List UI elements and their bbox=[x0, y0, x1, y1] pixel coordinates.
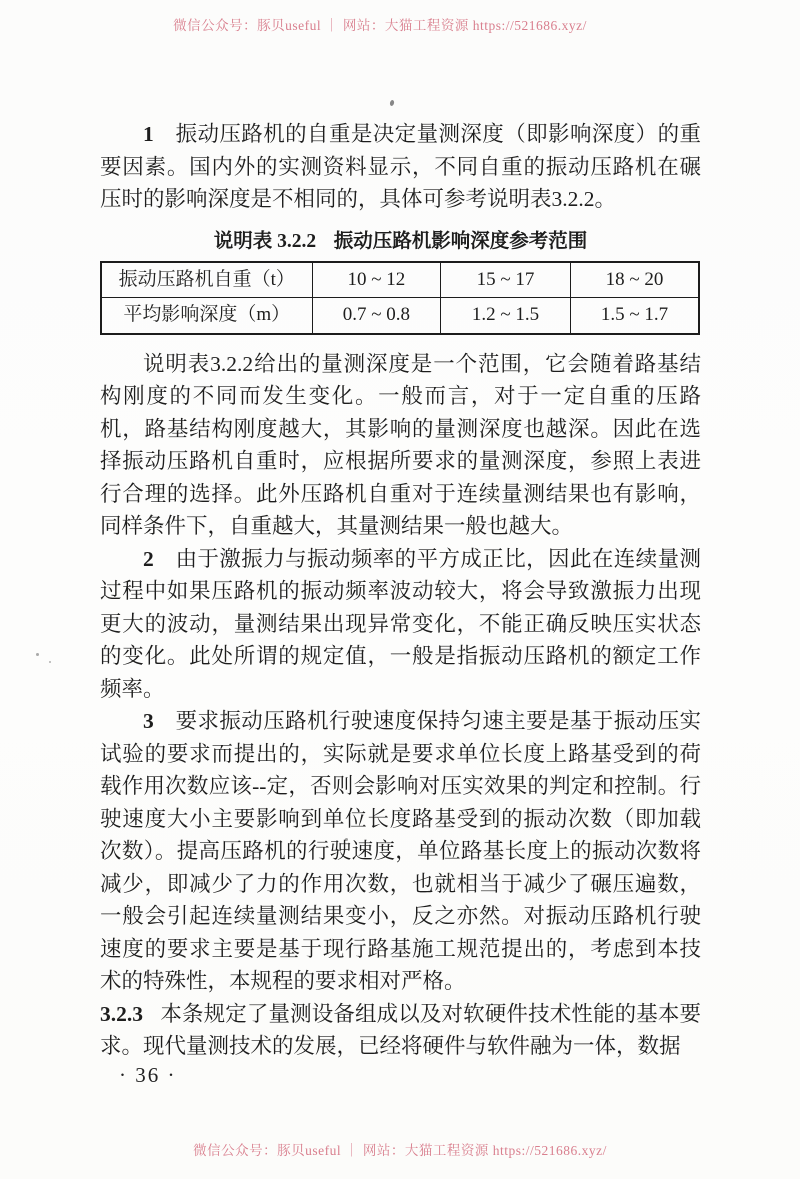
table-cell: 18 ~ 20 bbox=[570, 262, 699, 298]
item-number-2: 2 bbox=[143, 546, 155, 571]
paragraph-text: 振动压路机的自重是决定量测深度（即影响深度）的重要因素。国内外的实测资料显示，不同自重的振动压路机在碾压时的影响深度是不相同的，具体可参考说明表3.2.2。 bbox=[100, 122, 701, 211]
table-cell: 1.5 ~ 1.7 bbox=[570, 298, 699, 334]
table-row-label: 振动压路机自重（t） bbox=[101, 262, 312, 298]
page-number: · 36 · bbox=[119, 1063, 177, 1087]
table-cell: 15 ~ 17 bbox=[441, 262, 571, 298]
scan-speck bbox=[49, 661, 51, 663]
paragraph-item-1 bbox=[100, 118, 701, 216]
paragraph-item-4 bbox=[100, 705, 701, 998]
paragraph-text: 要求振动压路机行驶速度保持匀速主要是基于振动压实试验的要求而提出的，实际就是要求单位长度上路基受到的荷载作用次数应该--定，否则会影响对压实效果的判定和控制。行驶速度大小主要影响到单位长度路基受到的振动次数（即加载次数）。提高压路机的行驶速度，单位路基长度上的振动次数将减少，即减少了力的作用次数，也就相当于减少了碾压遍数，一般会引起连续量测结果变小，反之亦然。对振动压路机行驶速度的要求主要是基于现行路基施工规范提出的，考虑到本技术的特殊性，本规程的要求相对严格。 bbox=[100, 709, 701, 993]
item-number-1: 1 bbox=[143, 122, 155, 146]
paragraph-text: 说明表3.2.2给出的量测深度是一个范围，它会随着路基结构刚度的不同而发生变化。一般而言，对于一定自重的压路机，路基结构刚度越大，其影响的量测深度也越深。因此在选择振动压路机自重时，应根据所要求的量测深度，参照上表进行合理的选择。此外压路机自重对于连续量测结果也有影响，同样条件下，自重越大，其量测结果一般也越大。 bbox=[100, 351, 701, 538]
table-cell: 10 ~ 12 bbox=[312, 262, 441, 298]
paragraph-item-2 bbox=[100, 348, 701, 543]
table-caption-title: 振动压路机影响深度参考范围 bbox=[333, 230, 588, 252]
table-cell: 1.2 ~ 1.5 bbox=[441, 298, 571, 334]
table-row-label: 平均影响深度（m） bbox=[101, 298, 312, 334]
paragraph-item-3 bbox=[100, 543, 701, 706]
table-row bbox=[101, 298, 699, 334]
table-caption-label: 说明表 3.2.2 bbox=[213, 230, 317, 252]
table-caption bbox=[100, 229, 701, 255]
watermark-header: 微信公众号：豚贝useful ｜ 网站：大猫工程资源 https://521686.xyz/ bbox=[173, 18, 587, 33]
influence-depth-table bbox=[100, 261, 700, 335]
paragraph-text: 由于激振力与振动频率的平方成正比，因此在连续量测过程中如果压路机的振动频率波动较大，将会导致激振力出现更大的波动，量测结果出现异常变化，不能正确反映压实状态的变化。此处所谓的规定值，一般是指振动压路机的额定工作频率。 bbox=[100, 546, 701, 701]
item-number-3: 3 bbox=[143, 709, 155, 733]
paragraph-item-323 bbox=[100, 998, 701, 1063]
section-number-3-2-3: 3.2.3 bbox=[100, 1001, 143, 1026]
scan-speck bbox=[389, 100, 394, 107]
table-cell: 0.7 ~ 0.8 bbox=[312, 298, 441, 334]
table-row bbox=[101, 262, 699, 298]
scan-speck bbox=[36, 653, 39, 656]
document-body bbox=[100, 118, 701, 1063]
paragraph-text: 本条规定了量测设备组成以及对软硬件技术性能的基本要求。现代量测技术的发展，已经将硬件与软件融为一体，数据 bbox=[100, 1001, 701, 1058]
watermark-footer: 微信公众号：豚贝useful ｜ 网站：大猫工程资源 https://521686.xyz/ bbox=[193, 1143, 607, 1158]
